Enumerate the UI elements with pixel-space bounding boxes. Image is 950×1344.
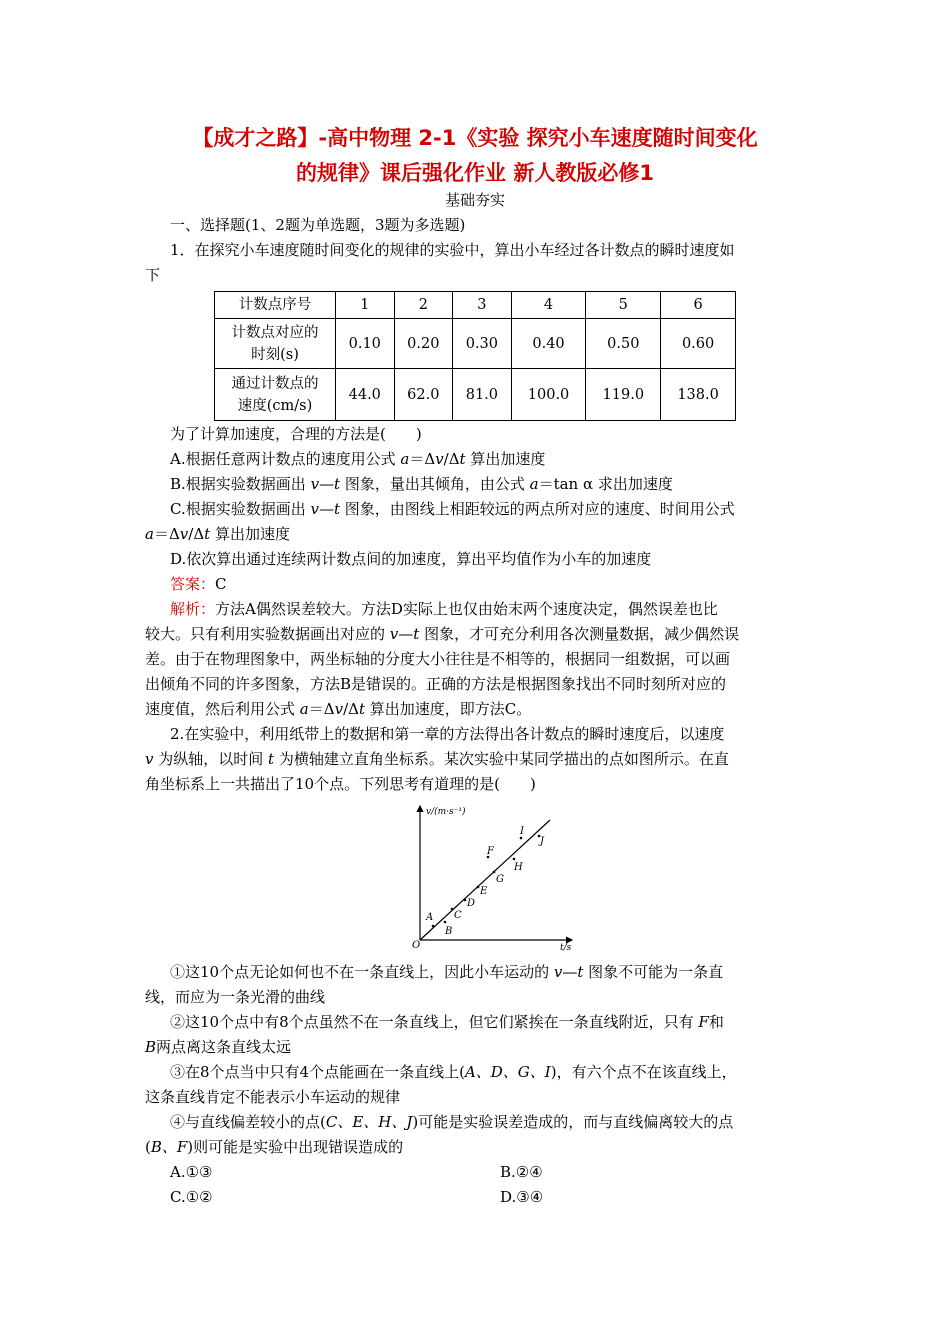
q1-explanation-line: 差。由于在物理图象中，两坐标轴的分度大小往往是不相等的，根据同一组数据，可以画 — [145, 650, 731, 668]
q2-statement-4-cont: (B、F)则可能是实验中出现错误造成的 — [145, 1138, 404, 1156]
point-label-h: H — [514, 862, 523, 873]
table-cell: 100.0 — [511, 369, 586, 421]
document-title-line-1: 【成才之路】-高中物理 2-1《实验 探究小车速度随时间变化 — [192, 126, 758, 150]
table-cell: 0.60 — [661, 319, 736, 369]
q2-statement-1: ①这10个点无论如何也不在一条直线上，因此小车运动的 v—t 图象不可能为一条直 — [170, 963, 724, 981]
header-line: 速度(cm/s) — [237, 397, 313, 414]
q2-stem: 2.在实验中，利用纸带上的数据和第一章的方法得出各计数点的瞬时速度后，以速度 — [170, 725, 725, 743]
section-heading: 一、选择题(1、2题为单选题，3题为多选题) — [170, 216, 466, 234]
header-line: 计数点对应的 — [231, 324, 319, 341]
q1-explanation-line: 速度值，然后利用公式 a＝Δv/Δt 算出加速度，即方法C。 — [145, 700, 532, 718]
table-cell: 5 — [586, 292, 661, 319]
q2-option-c: C.①② — [170, 1188, 213, 1206]
table-cell: 81.0 — [453, 369, 512, 421]
header-line: 时刻(s) — [251, 346, 299, 363]
origin-label: O — [412, 940, 421, 951]
q1-option-b: B.根据实验数据画出 v—t 图象，量出其倾角，由公式 a＝tan α 求出加速度 — [170, 475, 673, 493]
q1-option-c: C.根据实验数据画出 v—t 图象，由图线上相距较远的两点所对应的速度、时间用公式 — [170, 500, 735, 518]
data-point-c — [451, 908, 454, 911]
table-cell: 3 — [453, 292, 512, 319]
table-header-cell — [215, 369, 336, 421]
q1-answer: 答案：C — [170, 575, 227, 593]
q1-option-c-cont: a＝Δv/Δt 算出加速度 — [145, 525, 290, 543]
q1-stem: 1．在探究小车速度随时间变化的规律的实验中，算出小车经过各计数点的瞬时速度如 — [170, 241, 735, 259]
table-cell: 0.40 — [511, 319, 586, 369]
point-label-d: D — [467, 898, 476, 909]
velocity-time-figure — [400, 798, 585, 953]
data-point-a — [432, 925, 435, 928]
table-header-cell: 计数点序号 — [215, 292, 336, 319]
q2-stem-line: v 为纵轴，以时间 t 为横轴建立直角坐标系。某次实验中某同学描出的点如图所示。在直 — [145, 750, 729, 768]
table-cell: 138.0 — [661, 369, 736, 421]
table-cell: 0.50 — [586, 319, 661, 369]
data-point-d — [464, 899, 467, 902]
x-axis-label: t/s — [560, 943, 572, 953]
point-label-j: J — [540, 836, 545, 847]
q2-statement-1-cont: 线，而应为一条光滑的曲线 — [145, 988, 326, 1006]
point-label-c: C — [454, 910, 462, 921]
data-point-e — [477, 886, 480, 889]
q2-stem-line: 角坐标系上一共描出了10个点。下列思考有道理的是( ) — [145, 775, 536, 793]
point-label-f: F — [487, 846, 494, 857]
q2-statement-3: ③在8个点当中只有4个点能画在一条直线上(A、D、G、I)，有六个点不在该直线上， — [170, 1063, 737, 1081]
point-label-e: E — [480, 886, 488, 897]
q2-statement-3-cont: 这条直线肯定不能表示小车运动的规律 — [145, 1088, 401, 1106]
point-label-g: G — [496, 874, 504, 885]
y-axis-label: v/(m·s⁻¹) — [426, 807, 466, 817]
table-cell: 1 — [336, 292, 395, 319]
data-point-g — [493, 871, 496, 874]
table-row — [215, 369, 736, 421]
table-cell: 2 — [394, 292, 453, 319]
q2-option-d: D.③④ — [500, 1188, 544, 1206]
section-subtitle: 基础夯实 — [444, 191, 505, 209]
table-row — [215, 319, 736, 369]
q1-option-a: A.根据任意两计数点的速度用公式 a＝Δv/Δt 算出加速度 — [170, 450, 546, 468]
q2-statement-2-cont: B两点离这条直线太远 — [145, 1038, 292, 1056]
table-cell: 0.10 — [336, 319, 395, 369]
data-point-i — [520, 837, 523, 840]
data-point-b — [444, 921, 447, 924]
q1-option-d: D.依次算出通过连续两计数点间的加速度，算出平均值作为小车的加速度 — [170, 550, 652, 568]
fit-line — [420, 820, 550, 940]
table-cell: 4 — [511, 292, 586, 319]
table-cell: 0.20 — [394, 319, 453, 369]
q2-statement-4: ④与直线偏差较小的点(C、E、H、J)可能是实验误差造成的，而与直线偏离较大的点 — [170, 1113, 734, 1131]
table-cell: 0.30 — [453, 319, 512, 369]
table-cell: 62.0 — [394, 369, 453, 421]
table-header-cell — [215, 319, 336, 369]
point-label-i: I — [520, 826, 524, 837]
data-point-h — [513, 858, 516, 861]
point-label-a: A — [426, 912, 434, 923]
q1-explanation: 解析：方法A偶然误差较大。方法D实际上也仅由始末两个速度决定，偶然误差也比 — [170, 600, 718, 618]
q2-option-a: A.①③ — [170, 1163, 213, 1181]
velocity-table — [214, 291, 736, 421]
table-cell: 119.0 — [586, 369, 661, 421]
q2-statement-2: ②这10个点中有8个点虽然不在一条直线上，但它们紧挨在一条直线附近，只有 F和 — [170, 1013, 724, 1031]
header-line: 通过计数点的 — [231, 375, 319, 392]
q1-explanation-line: 出倾角不同的许多图象，方法B是错误的。正确的方法是根据图象找出不同时刻所对应的 — [145, 675, 727, 693]
table-cell: 44.0 — [336, 369, 395, 421]
q1-stem-cont: 下 — [145, 266, 161, 284]
q2-option-b: B.②④ — [500, 1163, 543, 1181]
q1-explanation-line: 较大。只有利用实验数据画出对应的 v—t 图象，才可充分利用各次测量数据，减少偶然误 — [145, 625, 740, 643]
table-row — [215, 292, 736, 319]
document-title-line-2: 的规律》课后强化作业 新人教版必修1 — [296, 161, 654, 185]
q1-prompt: 为了计算加速度，合理的方法是( ) — [170, 425, 422, 443]
table-cell: 6 — [661, 292, 736, 319]
point-label-b: B — [445, 926, 453, 937]
